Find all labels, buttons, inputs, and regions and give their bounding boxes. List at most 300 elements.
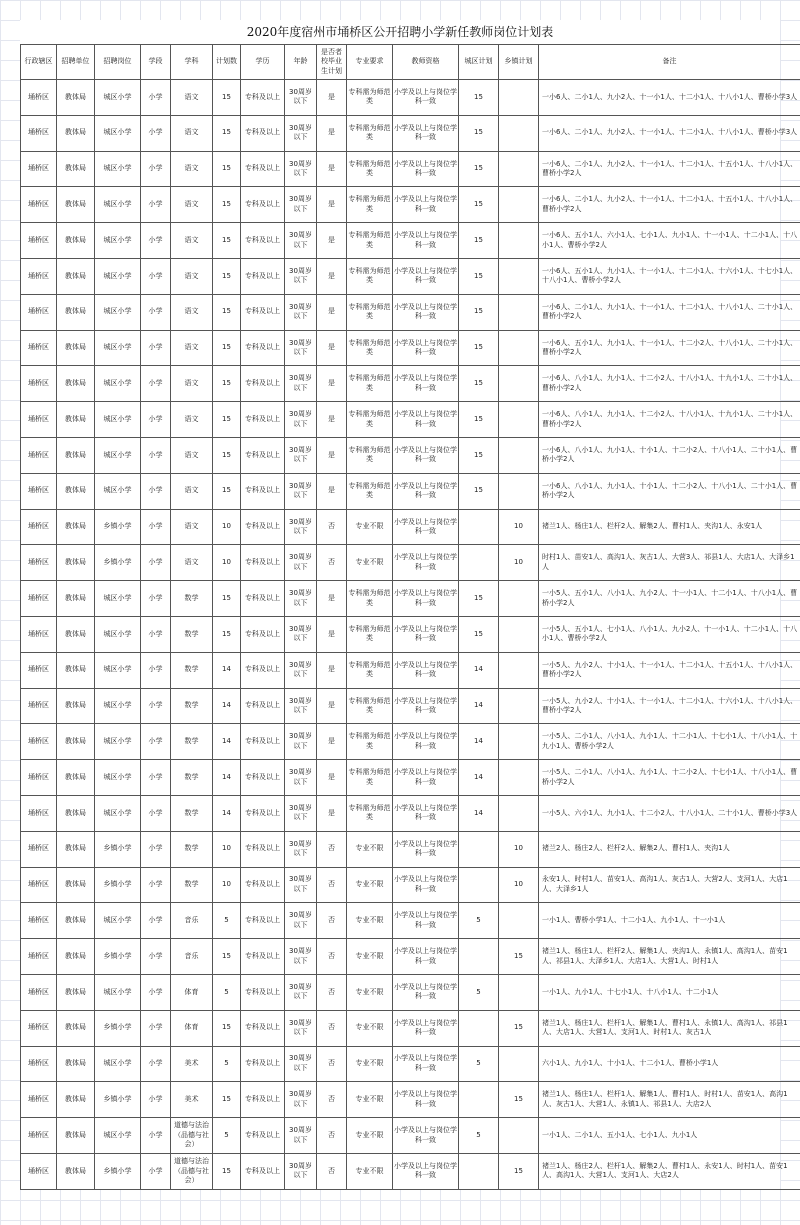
table-row xyxy=(21,437,800,473)
plan-count-cell: 10 xyxy=(213,867,241,903)
certificate-cell: 小学及以上与岗位学科一致 xyxy=(393,258,459,294)
position-cell: 乡镇小学 xyxy=(95,939,141,975)
subject-cell: 语文 xyxy=(171,294,213,330)
major-cell: 专科需为师范类 xyxy=(347,616,393,652)
graduate-plan-cell: 是 xyxy=(317,437,347,473)
position-cell: 城区小学 xyxy=(95,473,141,509)
major-cell: 专科需为师范类 xyxy=(347,688,393,724)
urban-plan-cell xyxy=(459,939,499,975)
position-cell: 城区小学 xyxy=(95,760,141,796)
column-header: 行政辖区 xyxy=(21,45,57,80)
graduate-plan-cell: 否 xyxy=(317,545,347,581)
note-cell: 一小5人、九小2人、十小1人、十一小1人、十二小1人、十六小1人、十八小1人、曹桥小学2人 xyxy=(539,688,800,724)
table-row xyxy=(21,1010,800,1046)
town-plan-cell: 10 xyxy=(499,831,539,867)
education-cell: 专科及以上 xyxy=(241,1118,285,1154)
table-row xyxy=(21,903,800,939)
subject-cell: 数学 xyxy=(171,831,213,867)
table-row xyxy=(21,974,800,1010)
subject-cell: 语文 xyxy=(171,80,213,116)
certificate-cell: 小学及以上与岗位学科一致 xyxy=(393,80,459,116)
header-row xyxy=(21,45,800,80)
age-cell: 30周岁以下 xyxy=(285,1153,317,1189)
certificate-cell: 小学及以上与岗位学科一致 xyxy=(393,724,459,760)
graduate-plan-cell: 否 xyxy=(317,1118,347,1154)
town-plan-cell xyxy=(499,760,539,796)
age-cell: 30周岁以下 xyxy=(285,867,317,903)
district-cell: 埇桥区 xyxy=(21,509,57,545)
urban-plan-cell: 15 xyxy=(459,402,499,438)
age-cell: 30周岁以下 xyxy=(285,939,317,975)
certificate-cell: 小学及以上与岗位学科一致 xyxy=(393,581,459,617)
unit-cell: 教体局 xyxy=(57,151,95,187)
unit-cell: 教体局 xyxy=(57,688,95,724)
stage-cell: 小学 xyxy=(141,974,171,1010)
subject-cell: 数学 xyxy=(171,581,213,617)
note-cell: 褚兰1人、杨庄1人、栏杆2人、解集1人、夹沟1人、永镇1人、高沟1人、苗安1人、祁县1人、大泽乡1人、大店1人、大营1人、时村1人 xyxy=(539,939,800,975)
position-cell: 城区小学 xyxy=(95,974,141,1010)
age-cell: 30周岁以下 xyxy=(285,187,317,223)
town-plan-cell xyxy=(499,294,539,330)
major-cell: 专科需为师范类 xyxy=(347,795,393,831)
certificate-cell: 小学及以上与岗位学科一致 xyxy=(393,795,459,831)
town-plan-cell xyxy=(499,80,539,116)
certificate-cell: 小学及以上与岗位学科一致 xyxy=(393,187,459,223)
major-cell: 专科需为师范类 xyxy=(347,473,393,509)
urban-plan-cell: 5 xyxy=(459,903,499,939)
education-cell: 专科及以上 xyxy=(241,473,285,509)
district-cell: 埇桥区 xyxy=(21,402,57,438)
plan-count-cell: 14 xyxy=(213,652,241,688)
age-cell: 30周岁以下 xyxy=(285,1118,317,1154)
district-cell: 埇桥区 xyxy=(21,223,57,259)
unit-cell: 教体局 xyxy=(57,1082,95,1118)
graduate-plan-cell: 否 xyxy=(317,1010,347,1046)
certificate-cell: 小学及以上与岗位学科一致 xyxy=(393,939,459,975)
graduate-plan-cell: 是 xyxy=(317,258,347,294)
major-cell: 专科需为师范类 xyxy=(347,115,393,151)
urban-plan-cell: 5 xyxy=(459,1118,499,1154)
position-cell: 乡镇小学 xyxy=(95,867,141,903)
graduate-plan-cell: 是 xyxy=(317,402,347,438)
education-cell: 专科及以上 xyxy=(241,187,285,223)
position-cell: 城区小学 xyxy=(95,581,141,617)
plan-count-cell: 14 xyxy=(213,688,241,724)
certificate-cell: 小学及以上与岗位学科一致 xyxy=(393,1153,459,1189)
subject-cell: 语文 xyxy=(171,115,213,151)
plan-count-cell: 15 xyxy=(213,402,241,438)
education-cell: 专科及以上 xyxy=(241,939,285,975)
district-cell: 埇桥区 xyxy=(21,831,57,867)
major-cell: 专科需为师范类 xyxy=(347,437,393,473)
certificate-cell: 小学及以上与岗位学科一致 xyxy=(393,867,459,903)
age-cell: 30周岁以下 xyxy=(285,509,317,545)
certificate-cell: 小学及以上与岗位学科一致 xyxy=(393,366,459,402)
stage-cell: 小学 xyxy=(141,724,171,760)
graduate-plan-cell: 否 xyxy=(317,867,347,903)
plan-count-cell: 15 xyxy=(213,258,241,294)
column-header: 学科 xyxy=(171,45,213,80)
plan-count-cell: 10 xyxy=(213,545,241,581)
major-cell: 专业不限 xyxy=(347,831,393,867)
stage-cell: 小学 xyxy=(141,151,171,187)
urban-plan-cell: 14 xyxy=(459,688,499,724)
town-plan-cell xyxy=(499,258,539,294)
age-cell: 30周岁以下 xyxy=(285,1010,317,1046)
district-cell: 埇桥区 xyxy=(21,473,57,509)
certificate-cell: 小学及以上与岗位学科一致 xyxy=(393,1010,459,1046)
certificate-cell: 小学及以上与岗位学科一致 xyxy=(393,903,459,939)
graduate-plan-cell: 是 xyxy=(317,795,347,831)
urban-plan-cell: 14 xyxy=(459,795,499,831)
district-cell: 埇桥区 xyxy=(21,80,57,116)
stage-cell: 小学 xyxy=(141,1153,171,1189)
note-cell: 褚兰1人、杨庄1人、栏杆1人、解集1人、曹村1人、时村1人、苗安1人、高沟1人、灰古1人、大营1人、永镇1人、祁县1人、大店2人 xyxy=(539,1082,800,1118)
major-cell: 专业不限 xyxy=(347,1082,393,1118)
town-plan-cell xyxy=(499,366,539,402)
position-cell: 城区小学 xyxy=(95,616,141,652)
district-cell: 埇桥区 xyxy=(21,151,57,187)
position-cell: 乡镇小学 xyxy=(95,545,141,581)
plan-count-cell: 14 xyxy=(213,795,241,831)
age-cell: 30周岁以下 xyxy=(285,545,317,581)
education-cell: 专科及以上 xyxy=(241,974,285,1010)
certificate-cell: 小学及以上与岗位学科一致 xyxy=(393,1046,459,1082)
education-cell: 专科及以上 xyxy=(241,795,285,831)
age-cell: 30周岁以下 xyxy=(285,294,317,330)
position-cell: 乡镇小学 xyxy=(95,509,141,545)
note-cell: 一小6人、八小1人、九小1人、十二小2人、十八小1人、十九小1人、二十小1人、曹桥小学2人 xyxy=(539,366,800,402)
education-cell: 专科及以上 xyxy=(241,258,285,294)
plan-count-cell: 15 xyxy=(213,366,241,402)
column-header: 学段 xyxy=(141,45,171,80)
page-title: 2020年度宿州市埇桥区公开招聘小学新任教师岗位计划表 xyxy=(246,25,554,39)
town-plan-cell xyxy=(499,187,539,223)
major-cell: 专业不限 xyxy=(347,939,393,975)
subject-cell: 道德与法治（品德与社会） xyxy=(171,1153,213,1189)
table-row xyxy=(21,80,800,116)
unit-cell: 教体局 xyxy=(57,330,95,366)
town-plan-cell xyxy=(499,115,539,151)
subject-cell: 语文 xyxy=(171,509,213,545)
table-row xyxy=(21,330,800,366)
subject-cell: 语文 xyxy=(171,151,213,187)
unit-cell: 教体局 xyxy=(57,294,95,330)
stage-cell: 小学 xyxy=(141,652,171,688)
subject-cell: 数学 xyxy=(171,616,213,652)
subject-cell: 数学 xyxy=(171,724,213,760)
subject-cell: 美术 xyxy=(171,1046,213,1082)
education-cell: 专科及以上 xyxy=(241,724,285,760)
certificate-cell: 小学及以上与岗位学科一致 xyxy=(393,509,459,545)
plan-count-cell: 15 xyxy=(213,1010,241,1046)
district-cell: 埇桥区 xyxy=(21,437,57,473)
table-row xyxy=(21,402,800,438)
urban-plan-cell xyxy=(459,867,499,903)
major-cell: 专业不限 xyxy=(347,1118,393,1154)
table-row xyxy=(21,1046,800,1082)
unit-cell: 教体局 xyxy=(57,581,95,617)
town-plan-cell xyxy=(499,795,539,831)
district-cell: 埇桥区 xyxy=(21,903,57,939)
urban-plan-cell: 15 xyxy=(459,294,499,330)
unit-cell: 教体局 xyxy=(57,795,95,831)
stage-cell: 小学 xyxy=(141,831,171,867)
graduate-plan-cell: 是 xyxy=(317,115,347,151)
stage-cell: 小学 xyxy=(141,473,171,509)
plan-count-cell: 15 xyxy=(213,330,241,366)
table-row xyxy=(21,294,800,330)
education-cell: 专科及以上 xyxy=(241,616,285,652)
graduate-plan-cell: 是 xyxy=(317,652,347,688)
plan-count-cell: 15 xyxy=(213,1153,241,1189)
table-row xyxy=(21,724,800,760)
unit-cell: 教体局 xyxy=(57,509,95,545)
table-row xyxy=(21,831,800,867)
note-cell: 一小5人、二小1人、八小1人、九小1人、十二小1人、十七小1人、十八小1人、十九小1人、曹桥小学2人 xyxy=(539,724,800,760)
town-plan-cell: 15 xyxy=(499,939,539,975)
plan-count-cell: 15 xyxy=(213,80,241,116)
unit-cell: 教体局 xyxy=(57,616,95,652)
position-cell: 城区小学 xyxy=(95,652,141,688)
major-cell: 专业不限 xyxy=(347,545,393,581)
district-cell: 埇桥区 xyxy=(21,115,57,151)
graduate-plan-cell: 否 xyxy=(317,1082,347,1118)
stage-cell: 小学 xyxy=(141,760,171,796)
note-cell: 一小6人、二小1人、九小2人、十一小1人、十二小1人、十八小1人、曹桥小学3人 xyxy=(539,80,800,116)
major-cell: 专科需为师范类 xyxy=(347,760,393,796)
column-header: 年龄 xyxy=(285,45,317,80)
age-cell: 30周岁以下 xyxy=(285,760,317,796)
subject-cell: 数学 xyxy=(171,688,213,724)
unit-cell: 教体局 xyxy=(57,867,95,903)
unit-cell: 教体局 xyxy=(57,115,95,151)
position-cell: 城区小学 xyxy=(95,437,141,473)
subject-cell: 数学 xyxy=(171,652,213,688)
town-plan-cell xyxy=(499,151,539,187)
stage-cell: 小学 xyxy=(141,330,171,366)
subject-cell: 数学 xyxy=(171,867,213,903)
town-plan-cell xyxy=(499,581,539,617)
stage-cell: 小学 xyxy=(141,187,171,223)
table-body xyxy=(21,80,800,1190)
graduate-plan-cell: 是 xyxy=(317,80,347,116)
urban-plan-cell: 15 xyxy=(459,330,499,366)
district-cell: 埇桥区 xyxy=(21,1046,57,1082)
subject-cell: 语文 xyxy=(171,437,213,473)
position-cell: 城区小学 xyxy=(95,795,141,831)
district-cell: 埇桥区 xyxy=(21,258,57,294)
unit-cell: 教体局 xyxy=(57,258,95,294)
subject-cell: 语文 xyxy=(171,366,213,402)
age-cell: 30周岁以下 xyxy=(285,581,317,617)
district-cell: 埇桥区 xyxy=(21,294,57,330)
district-cell: 埇桥区 xyxy=(21,581,57,617)
note-cell: 时村1人、苗安1人、高沟1人、灰古1人、大营3人、祁县1人、大店1人、大泽乡1人 xyxy=(539,545,800,581)
stage-cell: 小学 xyxy=(141,294,171,330)
table-row xyxy=(21,760,800,796)
major-cell: 专科需为师范类 xyxy=(347,330,393,366)
position-cell: 乡镇小学 xyxy=(95,1010,141,1046)
certificate-cell: 小学及以上与岗位学科一致 xyxy=(393,223,459,259)
major-cell: 专业不限 xyxy=(347,1046,393,1082)
subject-cell: 语文 xyxy=(171,330,213,366)
note-cell: 一小1人、九小1人、十七小1人、十八小1人、十二小1人 xyxy=(539,974,800,1010)
education-cell: 专科及以上 xyxy=(241,1153,285,1189)
major-cell: 专科需为师范类 xyxy=(347,80,393,116)
table-row xyxy=(21,509,800,545)
stage-cell: 小学 xyxy=(141,867,171,903)
recruitment-table xyxy=(20,44,800,1190)
table-row xyxy=(21,115,800,151)
note-cell: 褚兰1人、杨庄2人、栏杆1人、解集2人、曹村1人、永安1人、时村1人、苗安1人、高沟1人、大营1人、支河1人、大店2人 xyxy=(539,1153,800,1189)
education-cell: 专科及以上 xyxy=(241,545,285,581)
stage-cell: 小学 xyxy=(141,1010,171,1046)
position-cell: 城区小学 xyxy=(95,187,141,223)
urban-plan-cell xyxy=(459,545,499,581)
major-cell: 专业不限 xyxy=(347,903,393,939)
subject-cell: 音乐 xyxy=(171,939,213,975)
certificate-cell: 小学及以上与岗位学科一致 xyxy=(393,616,459,652)
subject-cell: 语文 xyxy=(171,402,213,438)
table-row xyxy=(21,652,800,688)
subject-cell: 语文 xyxy=(171,473,213,509)
graduate-plan-cell: 是 xyxy=(317,688,347,724)
plan-count-cell: 15 xyxy=(213,581,241,617)
graduate-plan-cell: 是 xyxy=(317,223,347,259)
position-cell: 城区小学 xyxy=(95,258,141,294)
unit-cell: 教体局 xyxy=(57,1153,95,1189)
town-plan-cell xyxy=(499,330,539,366)
plan-count-cell: 14 xyxy=(213,724,241,760)
table-row xyxy=(21,688,800,724)
table-row xyxy=(21,187,800,223)
column-header: 计划数 xyxy=(213,45,241,80)
major-cell: 专科需为师范类 xyxy=(347,294,393,330)
town-plan-cell: 10 xyxy=(499,545,539,581)
age-cell: 30周岁以下 xyxy=(285,330,317,366)
note-cell: 一小5人、五小1人、七小1人、八小1人、九小2人、十一小1人、十二小1人、十八小1人、曹桥小学2人 xyxy=(539,616,800,652)
table-row xyxy=(21,581,800,617)
education-cell: 专科及以上 xyxy=(241,652,285,688)
note-cell: 一小6人、五小1人、六小1人、七小1人、九小1人、十一小1人、十二小1人、十八小1人、曹桥小学2人 xyxy=(539,223,800,259)
graduate-plan-cell: 否 xyxy=(317,974,347,1010)
note-cell: 一小6人、五小1人、九小1人、十一小1人、十二小2人、十八小1人、二十小1人、曹桥小学2人 xyxy=(539,330,800,366)
major-cell: 专科需为师范类 xyxy=(347,724,393,760)
plan-count-cell: 15 xyxy=(213,294,241,330)
town-plan-cell: 15 xyxy=(499,1010,539,1046)
plan-count-cell: 15 xyxy=(213,187,241,223)
age-cell: 30周岁以下 xyxy=(285,974,317,1010)
certificate-cell: 小学及以上与岗位学科一致 xyxy=(393,1082,459,1118)
town-plan-cell xyxy=(499,437,539,473)
stage-cell: 小学 xyxy=(141,688,171,724)
column-header: 招聘岗位 xyxy=(95,45,141,80)
urban-plan-cell: 15 xyxy=(459,366,499,402)
unit-cell: 教体局 xyxy=(57,724,95,760)
town-plan-cell: 10 xyxy=(499,509,539,545)
stage-cell: 小学 xyxy=(141,437,171,473)
position-cell: 城区小学 xyxy=(95,903,141,939)
table-row xyxy=(21,1118,800,1154)
position-cell: 城区小学 xyxy=(95,366,141,402)
education-cell: 专科及以上 xyxy=(241,223,285,259)
plan-count-cell: 5 xyxy=(213,974,241,1010)
urban-plan-cell: 15 xyxy=(459,258,499,294)
note-cell: 一小6人、八小1人、九小1人、十小1人、十二小2人、十八小1人、二十小1人、曹桥小学2人 xyxy=(539,437,800,473)
urban-plan-cell: 15 xyxy=(459,187,499,223)
graduate-plan-cell: 是 xyxy=(317,581,347,617)
certificate-cell: 小学及以上与岗位学科一致 xyxy=(393,545,459,581)
subject-cell: 体育 xyxy=(171,1010,213,1046)
certificate-cell: 小学及以上与岗位学科一致 xyxy=(393,688,459,724)
urban-plan-cell: 15 xyxy=(459,80,499,116)
note-cell: 一小6人、八小1人、九小1人、十小1人、十二小2人、十八小1人、二十小1人、曹桥小学2人 xyxy=(539,473,800,509)
district-cell: 埇桥区 xyxy=(21,652,57,688)
subject-cell: 道德与法治（品德与社会） xyxy=(171,1118,213,1154)
stage-cell: 小学 xyxy=(141,1118,171,1154)
position-cell: 城区小学 xyxy=(95,1118,141,1154)
certificate-cell: 小学及以上与岗位学科一致 xyxy=(393,151,459,187)
unit-cell: 教体局 xyxy=(57,545,95,581)
graduate-plan-cell: 是 xyxy=(317,473,347,509)
town-plan-cell: 10 xyxy=(499,867,539,903)
urban-plan-cell xyxy=(459,1010,499,1046)
table-row xyxy=(21,151,800,187)
stage-cell: 小学 xyxy=(141,939,171,975)
unit-cell: 教体局 xyxy=(57,974,95,1010)
education-cell: 专科及以上 xyxy=(241,1082,285,1118)
note-cell: 一小1人、曹桥小学1人、十二小1人、九小1人、十一小1人 xyxy=(539,903,800,939)
unit-cell: 教体局 xyxy=(57,939,95,975)
unit-cell: 教体局 xyxy=(57,831,95,867)
plan-count-cell: 15 xyxy=(213,151,241,187)
note-cell: 褚兰1人、杨庄1人、栏杆2人、解集2人、曹村1人、夹沟1人、永安1人 xyxy=(539,509,800,545)
subject-cell: 数学 xyxy=(171,760,213,796)
education-cell: 专科及以上 xyxy=(241,366,285,402)
stage-cell: 小学 xyxy=(141,366,171,402)
certificate-cell: 小学及以上与岗位学科一致 xyxy=(393,974,459,1010)
note-cell: 一小6人、五小1人、九小1人、十一小1人、十二小1人、十六小1人、十七小1人、十八小1人、曹桥小学2人 xyxy=(539,258,800,294)
education-cell: 专科及以上 xyxy=(241,688,285,724)
education-cell: 专科及以上 xyxy=(241,581,285,617)
district-cell: 埇桥区 xyxy=(21,724,57,760)
age-cell: 30周岁以下 xyxy=(285,795,317,831)
district-cell: 埇桥区 xyxy=(21,939,57,975)
certificate-cell: 小学及以上与岗位学科一致 xyxy=(393,473,459,509)
unit-cell: 教体局 xyxy=(57,652,95,688)
stage-cell: 小学 xyxy=(141,509,171,545)
certificate-cell: 小学及以上与岗位学科一致 xyxy=(393,760,459,796)
major-cell: 专科需为师范类 xyxy=(347,151,393,187)
certificate-cell: 小学及以上与岗位学科一致 xyxy=(393,1118,459,1154)
graduate-plan-cell: 否 xyxy=(317,509,347,545)
note-cell: 六小1人、九小1人、十小1人、十二小1人、曹桥小学1人 xyxy=(539,1046,800,1082)
major-cell: 专科需为师范类 xyxy=(347,366,393,402)
major-cell: 专业不限 xyxy=(347,974,393,1010)
certificate-cell: 小学及以上与岗位学科一致 xyxy=(393,294,459,330)
urban-plan-cell: 15 xyxy=(459,473,499,509)
town-plan-cell xyxy=(499,616,539,652)
town-plan-cell xyxy=(499,974,539,1010)
column-header: 备注 xyxy=(539,45,800,80)
education-cell: 专科及以上 xyxy=(241,509,285,545)
unit-cell: 教体局 xyxy=(57,903,95,939)
position-cell: 乡镇小学 xyxy=(95,1153,141,1189)
graduate-plan-cell: 是 xyxy=(317,616,347,652)
urban-plan-cell: 15 xyxy=(459,151,499,187)
graduate-plan-cell: 否 xyxy=(317,903,347,939)
